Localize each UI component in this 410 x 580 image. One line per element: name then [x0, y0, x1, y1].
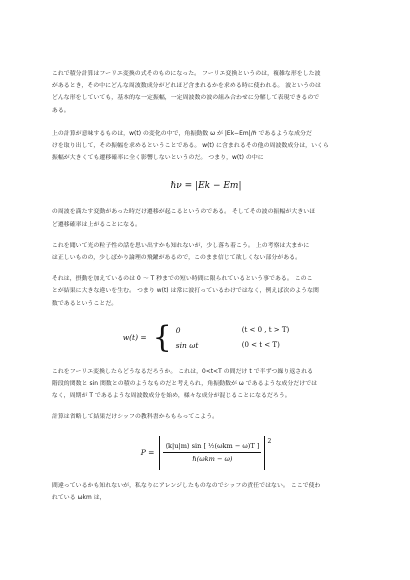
text-line: それは，摂動を加えているのは 0 〜 T 秒までの短い時間に限られているという事である。 このこ	[51, 276, 313, 283]
text-line: これをフーリエ変換したらどうなるだろうか。 これは，0<t<T の間だけ t で半ずつ繰り返される	[51, 368, 314, 375]
equation-p-lhs: P =	[140, 448, 155, 458]
abs-bar-right	[264, 436, 265, 470]
case-condition: (0 < t < T)	[241, 340, 280, 349]
text-line: けを取り出して，その振幅を求めるということである。 w(t) に含まれるその他の周波数成分は，いくら	[51, 143, 329, 150]
paragraph-4	[46, 240, 366, 264]
text-line: 振幅が大きくても遷移確率に全く影響しないというのだ。 つまり，w(t) の中に	[51, 155, 264, 162]
text-line: 階段的関数と sin 関数との積のようなものだと考えられ，角振動数が ω であるような成分だけでは	[51, 381, 318, 388]
equation-hv: ℏν = |Ek − Em|	[170, 181, 242, 192]
text-line: 上の計算が意味するものは，w(t) の変化の中で，角振動数 ω が |Ek−Em|/ℏ であるような成分だ	[51, 130, 312, 137]
text-line: があるとき，その中にどんな周波数成分がどれほど含まれるかを求める時に使われる。 波というのは	[51, 83, 321, 90]
text-line: ど遷移確率は上がることになる。	[51, 221, 141, 228]
text-line: 間違っているかも知れないが，私なりにアレンジしたものなのでシッフの責任ではない。 ここで使わ	[51, 482, 321, 489]
equation-w-case-2	[176, 341, 290, 350]
left-brace-symbol: {	[152, 319, 172, 355]
text-line: これで積分計算はフーリエ変換の式そのものになった。 フーリエ変換というのは，複雑な形をした波	[51, 71, 321, 77]
paragraph-7	[46, 411, 366, 423]
paragraph-8	[46, 480, 366, 504]
text-line: どんな形をしていても，基本的な一定振幅，一定周波数の波の組み合わせに分解して表現できるので	[51, 95, 320, 102]
paragraph-5	[46, 273, 366, 310]
text-line: 数であるということだ。	[51, 300, 118, 307]
equation-w	[46, 319, 366, 355]
paragraph-1	[46, 68, 366, 117]
case-value: 0	[175, 325, 181, 335]
case-condition: (t < 0 , t > T)	[241, 325, 290, 334]
text-line: れている ωkm は，	[51, 494, 106, 501]
text-line: これを聞いて光の粒子性の話を思い出すかも知れないが，少し落ち着こう。 上の考察は大まかに	[51, 242, 310, 249]
equation-p	[46, 436, 366, 470]
text-line: ある。	[51, 107, 70, 114]
fraction-numerator: ⟨k|u|m⟩ sin [ ½(ωkm − ω)T ]	[163, 442, 261, 453]
text-line: は正しいものの，少しばかり論理の飛躍があるので，このまま信じて欲しくない部分がある。	[51, 255, 302, 262]
fraction-denominator: ℏ(ωkm − ω)	[192, 455, 233, 464]
equation-w-cases	[176, 326, 290, 350]
text-line: なく，周期が T であるような周波数成分を始め，様々な成分が混じることになるだろう。	[51, 393, 291, 400]
paragraph-2	[46, 128, 366, 165]
equation-w-lhs: w(t) =	[122, 333, 147, 343]
paragraph-3	[46, 206, 366, 230]
equation-w-case-1	[176, 326, 290, 335]
text-line: の周波を満たす変動があった時だけ遷移が起こるというのである。 そしてその波の振幅が大きいほ	[51, 209, 316, 216]
paragraph-6	[46, 366, 366, 403]
text-line: とが結果に大きな違いを生む。 つまり w(t) は常に波打っているわけではなく，例えば次のような関	[51, 288, 319, 295]
text-line: 計算は省略して結果だけシッフの教科書からもらってこよう。	[51, 414, 219, 421]
case-value: sin ωt	[175, 340, 199, 350]
exponent: 2	[267, 437, 272, 445]
equation-p-fraction	[160, 442, 264, 463]
